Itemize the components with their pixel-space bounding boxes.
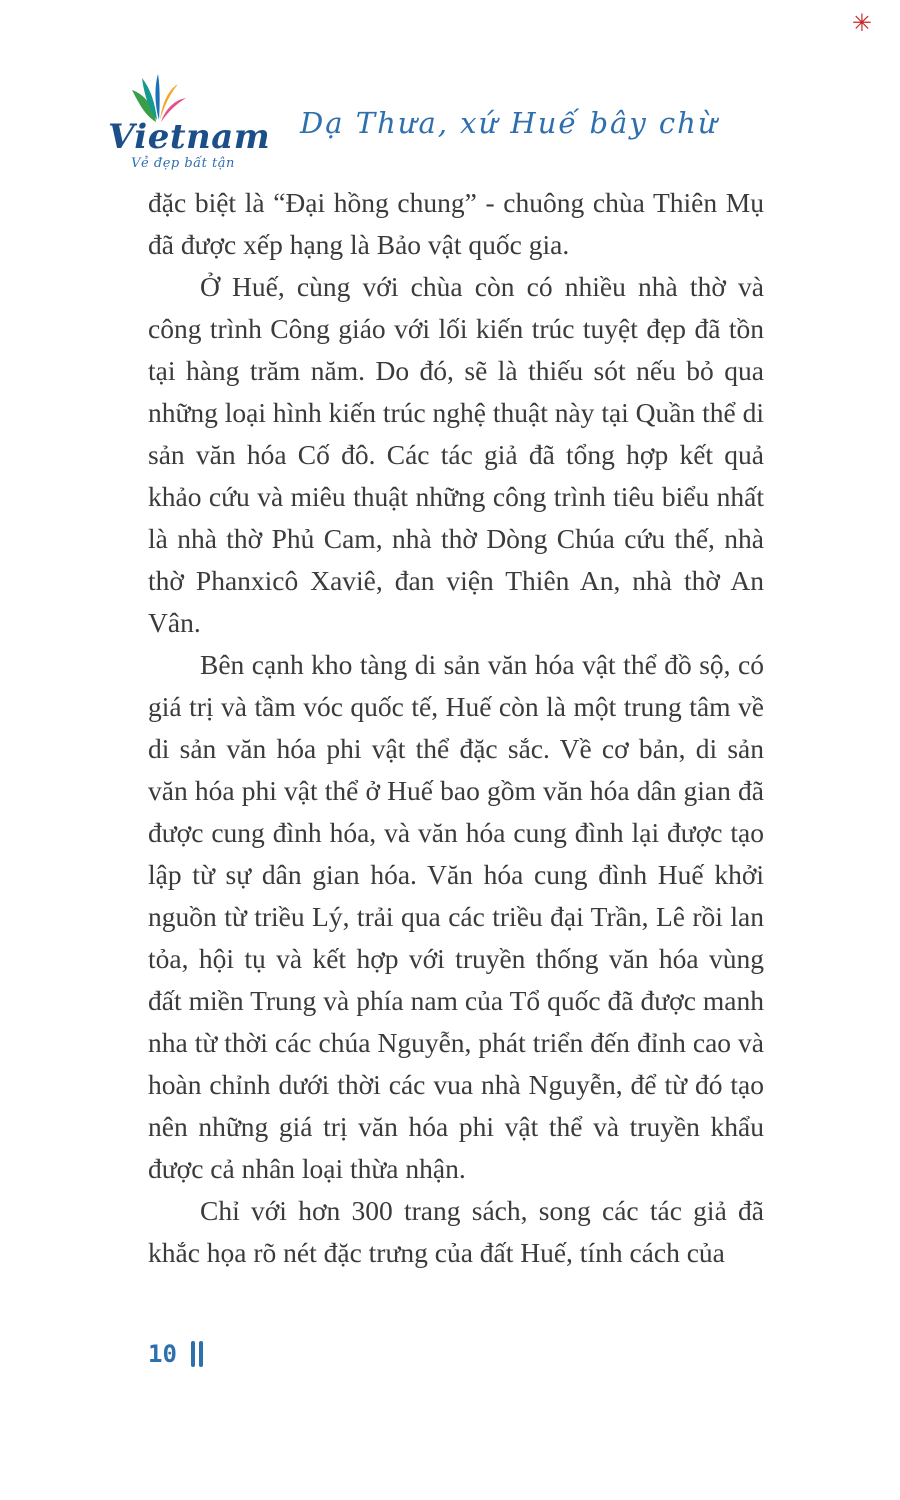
page-body — [148, 182, 764, 1274]
paragraph: Ở Huế, cùng với chùa còn có nhiều nhà thờ và công trình Công giáo với lối kiến trúc tuyệt đẹp đã tồn tại hàng trăm năm. Do đó, sẽ là thiếu sót nếu bỏ qua những loại hình kiến trúc nghệ thuật này tại Quần thể di sản văn hóa Cố đô. Các tác giả đã tổng hợp kết quả khảo cứu và miêu thuật những công trình tiêu biểu nhất là nhà thờ Phủ Cam, nhà thờ Dòng Chúa cứu thế, nhà thờ Phanxicô Xaviê, đan viện Thiên An, nhà thờ An Vân. — [148, 271, 764, 638]
paragraph: Bên cạnh kho tàng di sản văn hóa vật thể đồ sộ, có giá trị và tầm vóc quốc tế, Huế còn là một trung tâm về di sản văn hóa phi vật thể đặc sắc. Về cơ bản, di sản văn hóa phi vật thể ở Huế bao gồm văn hóa dân gian đã được cung đình hóa, và văn hóa cung đình lại được tạo lập từ sự dân gian hóa. Văn hóa cung đình Huế khởi nguồn từ triều Lý, trải qua các triều đại Trần, Lê rồi lan tỏa, hội tụ và kết hợp với truyền thống văn hóa vùng đất miền Trung và phía nam của Tổ quốc đã được manh nha từ thời các chúa Nguyễn, phát triển đến đỉnh cao và hoàn chỉnh dưới thời các vua nhà Nguyễn, để từ đó tạo nên những giá trị văn hóa phi vật thể và truyền khẩu được cả nhân loại thừa nhận. — [148, 649, 764, 1184]
logo-tagline: Vẻ đẹp bất tận — [131, 156, 235, 171]
logo-wordmark: Vietnam — [108, 117, 271, 157]
page-number: 10 — [148, 1340, 177, 1368]
chapter-running-title: Dạ Thưa, xứ Huế bây chừ — [300, 106, 719, 140]
red-flower-icon: ✳ — [851, 11, 872, 37]
footer-bars-icon — [191, 1341, 203, 1367]
paragraph: đặc biệt là “Đại hồng chung” - chuông chùa Thiên Mụ đã được xếp hạng là Bảo vật quốc gia. — [148, 187, 764, 260]
paragraph: Chỉ với hơn 300 trang sách, song các tác giả đã khắc họa rõ nét đặc trưng của đất Huế, tính cách của — [148, 1195, 764, 1268]
vietnam-tourism-logo — [108, 72, 271, 171]
page-footer — [148, 1340, 203, 1368]
